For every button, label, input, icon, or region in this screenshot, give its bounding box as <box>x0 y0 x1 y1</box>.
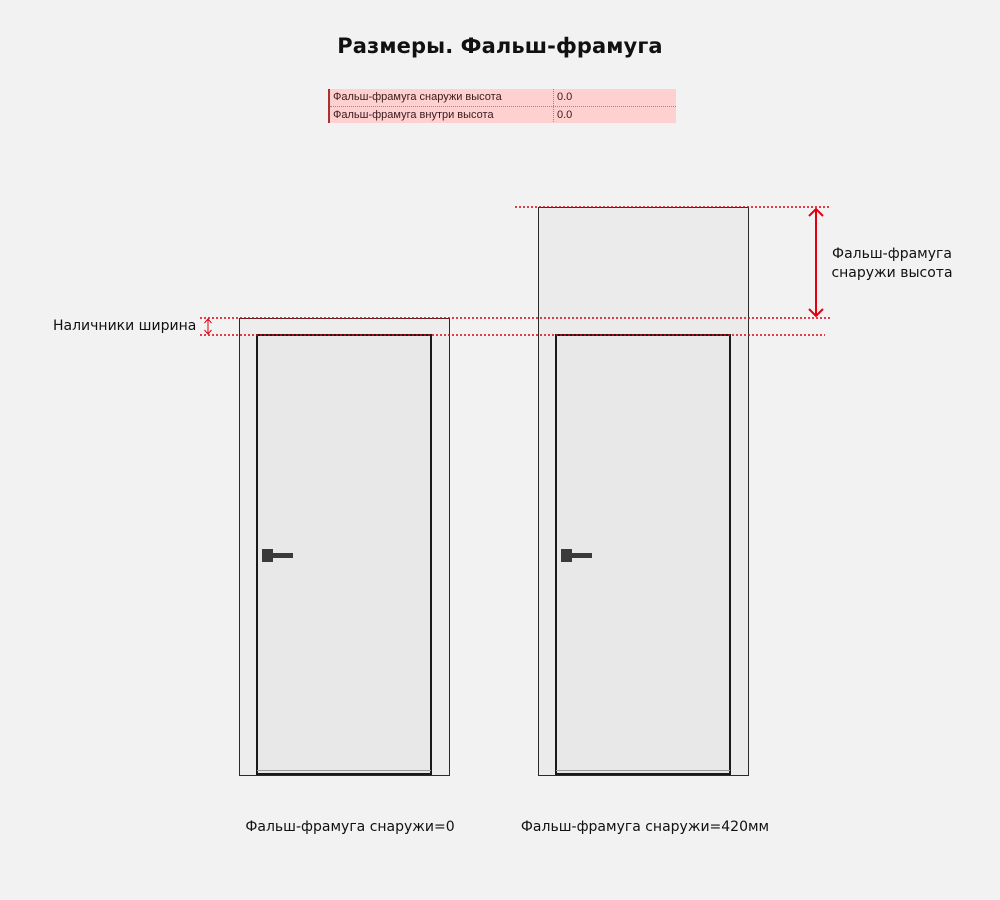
door-right <box>539 208 749 776</box>
parameter-name: Фальш-фрамуга внутри высота <box>330 107 554 123</box>
page-title: Размеры. Фальш-фрамуга <box>337 34 663 58</box>
parameter-value: 0.0 <box>557 91 573 103</box>
transom-height-label: Фальш-фрамуга снаружи высота <box>831 246 953 281</box>
dimension-arrow-icon <box>205 319 212 334</box>
parameter-value: 0.0 <box>557 109 573 121</box>
casing-width-label: Наличники ширина <box>53 318 197 334</box>
door-left <box>240 319 450 776</box>
caption-no-transom: Фальш-фрамуга снаружи=0 <box>245 819 455 835</box>
parameter-name: Фальш-фрамуга снаружи высота <box>330 89 554 106</box>
caption-with-transom: Фальш-фрамуга снаружи=420мм <box>520 819 770 835</box>
